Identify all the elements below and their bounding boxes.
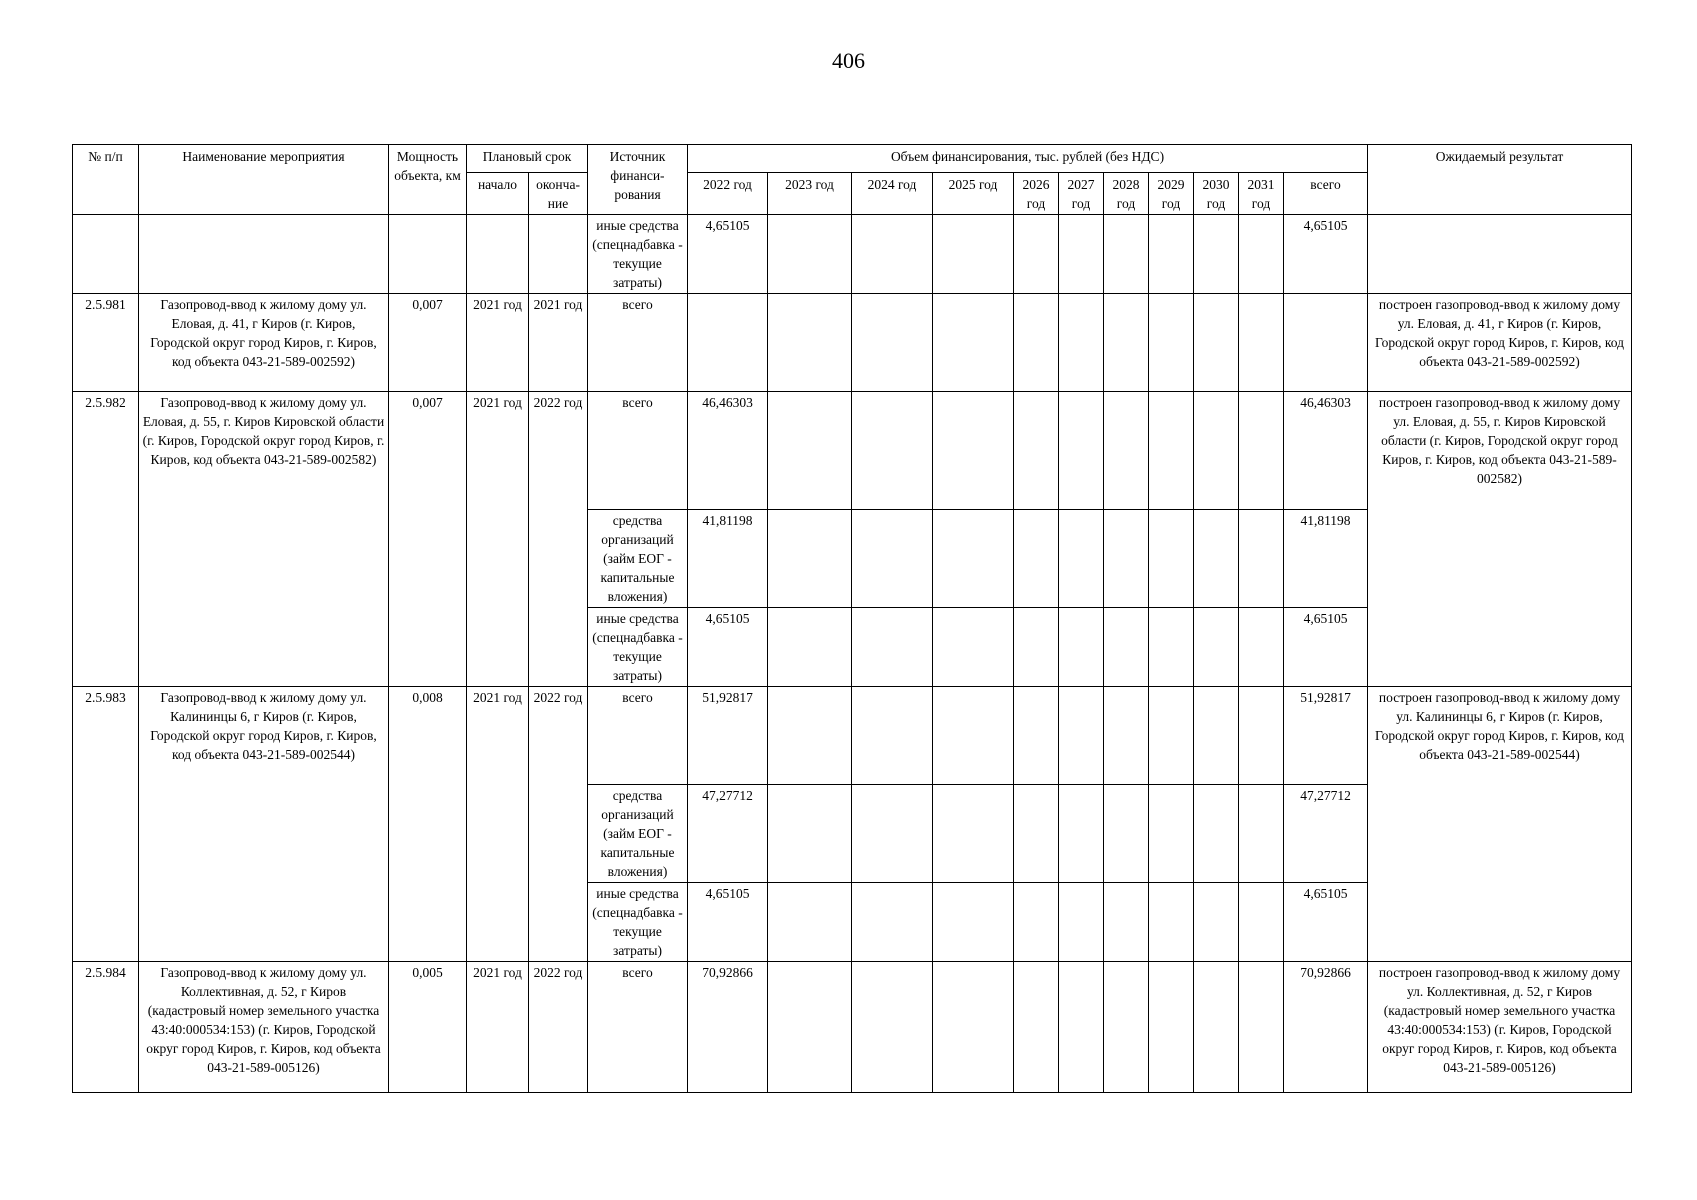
header-year-2028: 2028 год (1104, 173, 1149, 215)
end-cell: 2021 год (529, 294, 588, 392)
empty-cell (1149, 215, 1194, 294)
start-cell: 2021 год (467, 392, 529, 687)
value-2022: 4,65105 (688, 608, 768, 687)
value-2022: 4,65105 (688, 215, 768, 294)
header-result: Ожидаемый результат (1368, 145, 1632, 215)
table-row (73, 392, 1632, 510)
empty-cell (1014, 785, 1059, 883)
expected-result: построен газопровод-ввод к жилому дому ул. Калининцы 6, г Киров (г. Киров, Городской округ город Киров, г. Киров, код объекта 043-21-589-002544) (1368, 687, 1632, 962)
capacity-cell: 0,007 (389, 392, 467, 687)
source-cell: иные средства (спецнадбавка - текущие затраты) (588, 215, 688, 294)
empty-cell (1014, 215, 1059, 294)
empty-cell (1059, 962, 1104, 1093)
capacity-cell: 0,005 (389, 962, 467, 1093)
empty-cell (852, 215, 933, 294)
start-cell: 2021 год (467, 962, 529, 1093)
source-cell: иные средства (спецнадбавка - текущие затраты) (588, 608, 688, 687)
empty-cell (768, 687, 852, 785)
empty-cell (1014, 608, 1059, 687)
empty-cell (1149, 687, 1194, 785)
empty-cell (1059, 392, 1104, 510)
empty-cell (1059, 510, 1104, 608)
header-capacity: Мощность объекта, км (389, 145, 467, 215)
row-number: 2.5.983 (73, 687, 139, 962)
value-2022: 47,27712 (688, 785, 768, 883)
empty-cell (1239, 883, 1284, 962)
empty-cell (768, 392, 852, 510)
empty-cell (852, 510, 933, 608)
empty-cell (768, 962, 852, 1093)
header-name: Наименование мероприятия (139, 145, 389, 215)
empty-cell (1239, 510, 1284, 608)
event-name: Газопровод-ввод к жилому дому ул. Еловая, д. 41, г Киров (г. Киров, Городской округ город Киров, г. Киров, код объекта 043-21-589-002592) (139, 294, 389, 392)
page-number: 406 (832, 48, 865, 73)
empty-cell (852, 392, 933, 510)
empty-cell (768, 608, 852, 687)
empty-cell (1104, 883, 1149, 962)
empty-cell (1239, 962, 1284, 1093)
row-number: 2.5.984 (73, 962, 139, 1093)
header-start: начало (467, 173, 529, 215)
empty-cell (1059, 883, 1104, 962)
empty-cell (1194, 785, 1239, 883)
expected-result: построен газопровод-ввод к жилому дому ул. Коллективная, д. 52, г Киров (кадастровый номер земельного участка 43:40:000534:153) (г. Киров, Городской округ город Киров, г. Киров, код объекта 043-21-589-005126) (1368, 962, 1632, 1093)
source-cell: всего (588, 962, 688, 1093)
empty-cell (768, 215, 852, 294)
empty-cell (1014, 510, 1059, 608)
header-year-2027: 2027 год (1059, 173, 1104, 215)
value-total (1284, 294, 1368, 392)
empty-cell (1149, 883, 1194, 962)
value-total: 47,27712 (1284, 785, 1368, 883)
table-row (73, 962, 1632, 1093)
start-cell: 2021 год (467, 687, 529, 962)
empty-cell (933, 510, 1014, 608)
header-planned-term: Плановый срок (467, 145, 588, 173)
empty-cell (1239, 687, 1284, 785)
source-cell: средства организаций (займ ЕОГ - капитальные вложения) (588, 510, 688, 608)
empty-cell (852, 294, 933, 392)
empty-cell (852, 962, 933, 1093)
header-end: оконча-ние (529, 173, 588, 215)
value-total: 51,92817 (1284, 687, 1368, 785)
empty-cell (1194, 510, 1239, 608)
empty-cell (1239, 294, 1284, 392)
value-2022 (688, 294, 768, 392)
event-name: Газопровод-ввод к жилому дому ул. Еловая, д. 55, г. Киров Кировской области (г. Киров, Городской округ город Киров, г. Киров, код объекта 043-21-589-002582) (139, 392, 389, 687)
empty-cell (1014, 883, 1059, 962)
value-total: 70,92866 (1284, 962, 1368, 1093)
end-cell: 2022 год (529, 687, 588, 962)
empty-cell (1059, 785, 1104, 883)
table-row (73, 294, 1632, 392)
empty-cell (933, 215, 1014, 294)
table-row (73, 215, 1632, 294)
value-total: 41,81198 (1284, 510, 1368, 608)
empty-cell (852, 883, 933, 962)
header-num: № п/п (73, 145, 139, 215)
empty-cell (1149, 785, 1194, 883)
empty-cell (1239, 785, 1284, 883)
source-cell: иные средства (спецнадбавка - текущие затраты) (588, 883, 688, 962)
empty-cell (1014, 294, 1059, 392)
empty-cell (1104, 215, 1149, 294)
empty-cell (852, 687, 933, 785)
empty-cell (1239, 608, 1284, 687)
empty-cell (1059, 687, 1104, 785)
value-2022: 41,81198 (688, 510, 768, 608)
empty-cell (933, 883, 1014, 962)
empty-cell (1149, 392, 1194, 510)
empty-cell (1104, 392, 1149, 510)
empty-cell (1059, 215, 1104, 294)
source-cell: средства организаций (займ ЕОГ - капитальные вложения) (588, 785, 688, 883)
empty-cell (1194, 392, 1239, 510)
empty-cell (1149, 294, 1194, 392)
empty-cell (1104, 510, 1149, 608)
empty-cell (768, 883, 852, 962)
empty-cell (1194, 608, 1239, 687)
capacity-cell: 0,008 (389, 687, 467, 962)
empty-cell (1149, 608, 1194, 687)
empty-cell (1014, 962, 1059, 1093)
empty-cell (1239, 392, 1284, 510)
empty-cell (768, 294, 852, 392)
empty-cell (1194, 883, 1239, 962)
header-year-2029: 2029 год (1149, 173, 1194, 215)
event-name: Газопровод-ввод к жилому дому ул. Коллективная, д. 52, г Киров (кадастровый номер земельного участка 43:40:000534:153) (г. Киров, Городской округ город Киров, г. Киров, код объекта 043-21-589-005126) (139, 962, 389, 1093)
empty-cell (933, 687, 1014, 785)
header-year-2030: 2030 год (1194, 173, 1239, 215)
end-cell: 2022 год (529, 392, 588, 687)
empty-cell (1104, 687, 1149, 785)
row-number: 2.5.982 (73, 392, 139, 687)
value-2022: 70,92866 (688, 962, 768, 1093)
empty-cell (1194, 962, 1239, 1093)
expected-result: построен газопровод-ввод к жилому дому ул. Еловая, д. 55, г. Киров Кировской области (г. Киров, Городской округ город Киров, г. Киров, код объекта 043-21-589-002582) (1368, 392, 1632, 687)
empty-cell (933, 392, 1014, 510)
capacity-cell: 0,007 (389, 294, 467, 392)
empty-cell (1239, 215, 1284, 294)
empty-cell (933, 294, 1014, 392)
empty-cell (852, 608, 933, 687)
header-source: Источник финанси-рования (588, 145, 688, 215)
empty-cell (1104, 294, 1149, 392)
row-number: 2.5.981 (73, 294, 139, 392)
empty-cell (1059, 294, 1104, 392)
value-2022: 51,92817 (688, 687, 768, 785)
source-cell: всего (588, 294, 688, 392)
empty-cell (1104, 962, 1149, 1093)
header-year-2023: 2023 год (768, 173, 852, 215)
header-year-2022: 2022 год (688, 173, 768, 215)
source-cell: всего (588, 392, 688, 510)
value-total: 4,65105 (1284, 608, 1368, 687)
empty-cell (768, 510, 852, 608)
empty-cell (1014, 392, 1059, 510)
financing-table (72, 144, 1632, 1093)
event-name: Газопровод-ввод к жилому дому ул. Калининцы 6, г Киров (г. Киров, Городской округ город Киров, г. Киров, код объекта 043-21-589-002544) (139, 687, 389, 962)
empty-cell (933, 962, 1014, 1093)
empty-cell (852, 785, 933, 883)
header-year-2026: 2026 год (1014, 173, 1059, 215)
value-2022: 4,65105 (688, 883, 768, 962)
expected-result: построен газопровод-ввод к жилому дому ул. Еловая, д. 41, г Киров (г. Киров, Городской округ город Киров, г. Киров, код объекта 043-21-589-002592) (1368, 294, 1632, 392)
end-cell: 2022 год (529, 962, 588, 1093)
empty-cell (1194, 294, 1239, 392)
source-cell: всего (588, 687, 688, 785)
header-financing: Объем финансирования, тыс. рублей (без НДС) (688, 145, 1368, 173)
empty-cell (1059, 608, 1104, 687)
value-total: 4,65105 (1284, 883, 1368, 962)
value-2022: 46,46303 (688, 392, 768, 510)
table-row (73, 687, 1632, 785)
empty-cell (1014, 687, 1059, 785)
empty-cell (933, 785, 1014, 883)
value-total: 4,65105 (1284, 215, 1368, 294)
header-year-2025: 2025 год (933, 173, 1014, 215)
value-total: 46,46303 (1284, 392, 1368, 510)
header-year-2024: 2024 год (852, 173, 933, 215)
empty-cell (1104, 608, 1149, 687)
empty-cell (933, 608, 1014, 687)
empty-cell (1194, 215, 1239, 294)
start-cell: 2021 год (467, 294, 529, 392)
empty-cell (1194, 687, 1239, 785)
empty-cell (768, 785, 852, 883)
header-total: всего (1284, 173, 1368, 215)
header-year-2031: 2031 год (1239, 173, 1284, 215)
empty-cell (1149, 510, 1194, 608)
empty-cell (1149, 962, 1194, 1093)
empty-cell (1104, 785, 1149, 883)
